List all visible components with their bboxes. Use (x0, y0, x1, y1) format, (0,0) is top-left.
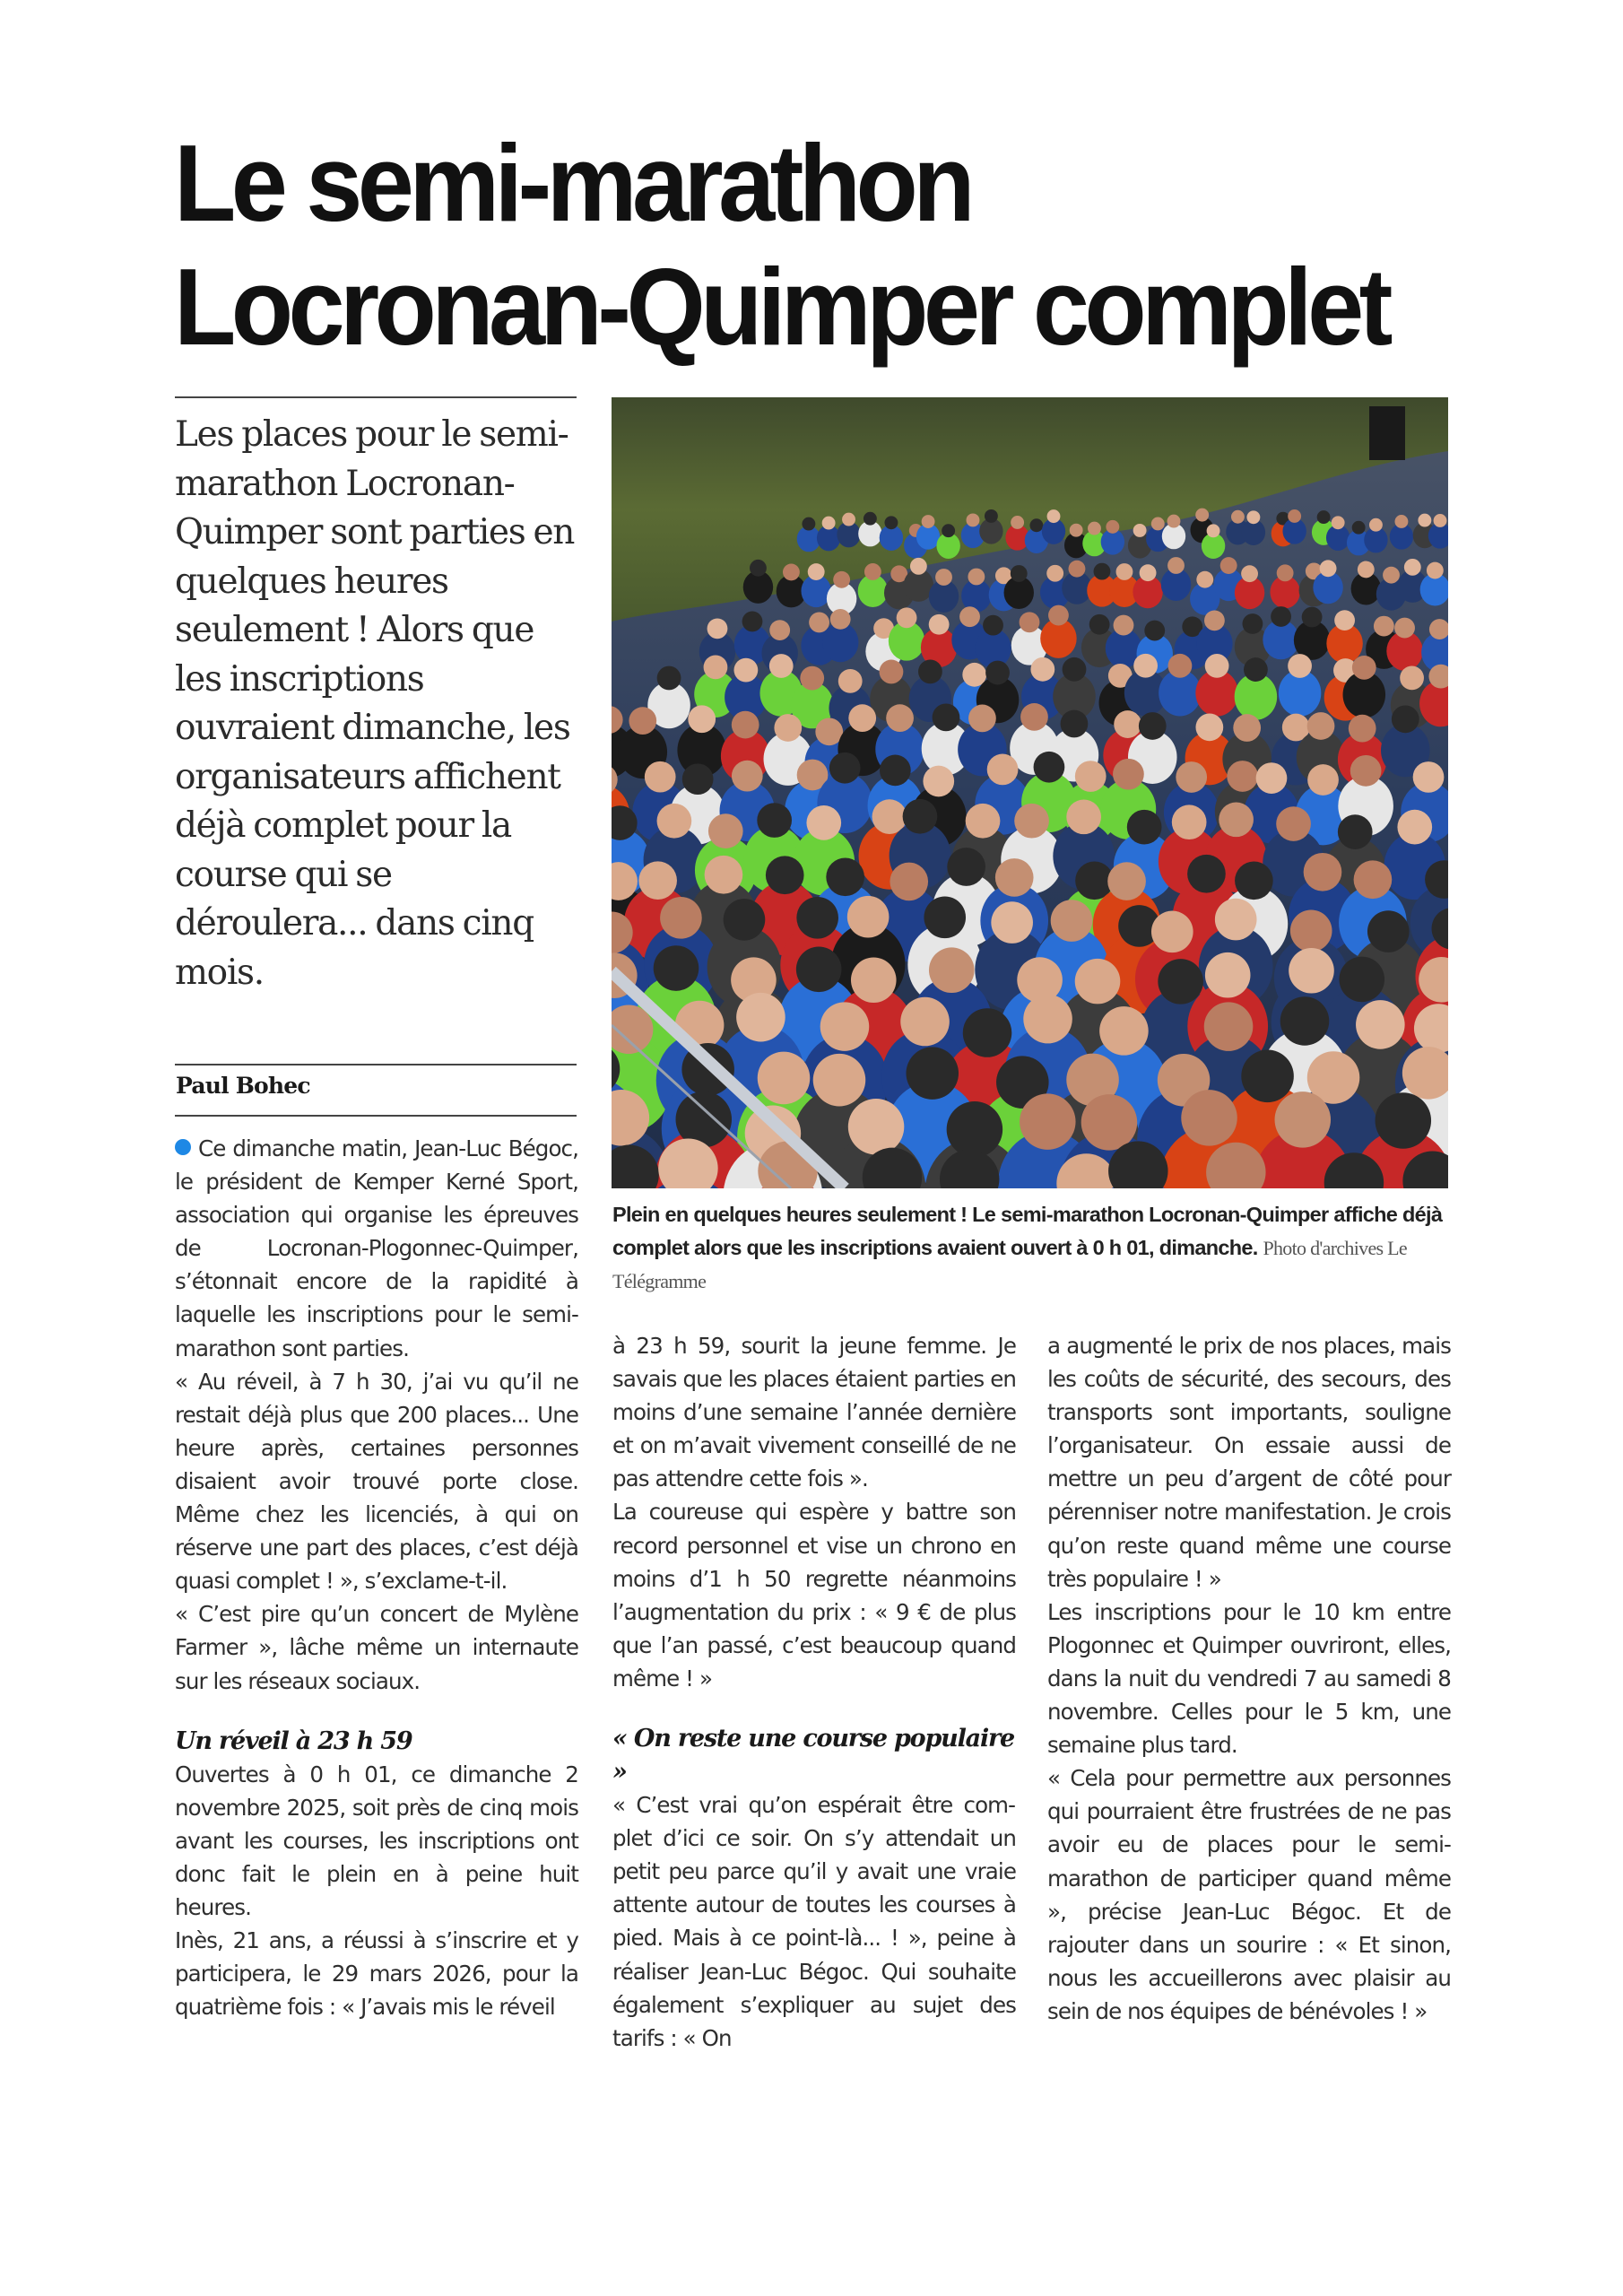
runner-head (924, 897, 966, 939)
runner-head (742, 612, 763, 632)
runner-head (1144, 621, 1165, 641)
runner-head (1332, 516, 1345, 529)
runner-head (774, 714, 802, 742)
runner-head (1196, 571, 1213, 588)
runner-head (829, 752, 861, 784)
runner-head (1075, 761, 1107, 792)
runner-head (1350, 755, 1382, 787)
runner-head (1151, 517, 1165, 531)
runner-head (796, 897, 838, 939)
runner-head (1241, 1050, 1294, 1103)
runner-head (660, 897, 702, 939)
runner-head (822, 517, 836, 530)
runner-head (1181, 1090, 1237, 1145)
runner-head (1127, 810, 1162, 845)
runner-head (1289, 948, 1334, 994)
runner-head (1081, 1094, 1137, 1150)
runner-head (1374, 616, 1394, 637)
photo-credit: Photo d'archives Le Télégramme (612, 1237, 1407, 1292)
runner-head (645, 761, 676, 793)
runner-head (813, 1054, 866, 1107)
runner-head (1394, 618, 1415, 639)
runner-head (1011, 565, 1028, 582)
runner-head (1320, 560, 1337, 577)
runner-head (967, 514, 980, 527)
runner-head (1392, 705, 1419, 733)
runner-head (1275, 1091, 1331, 1147)
runner-head (947, 848, 985, 886)
body-paragraph: Ce dimanche matin, Jean-Luc Bégoc, le président de Kemper Kerné Sport, association qui organise les épreuves de Locronan-Plogonnec-Quimper, s’étonnait encore de la rapidité à laquelle les inscriptions pour le semi-marathon sont parties. (175, 1135, 578, 1361)
runner-head (1151, 911, 1193, 953)
runner-head (638, 861, 677, 900)
body-paragraph: « Au réveil, à 7 h 30, j’ai vu qu’il ne restait déjà plus que 200 places... Une heure après, certaines personnes disaient avoir trouvé porte close. Même chez les licenciés, à qui on réserve une part des places, c’est déjà quasi complet ! », s’exclame-t-il. (175, 1368, 578, 1595)
runner-head (750, 560, 767, 577)
runner-head (1434, 514, 1447, 527)
runner-head (657, 804, 692, 839)
runner-head (991, 901, 1033, 944)
runner-head (900, 997, 950, 1047)
runner-head (1231, 510, 1245, 524)
runner-head (688, 705, 716, 733)
runner-head (833, 571, 850, 588)
runner-head (1116, 563, 1133, 580)
runner-head (657, 666, 681, 691)
runner-head (1369, 518, 1383, 532)
runner-head (1352, 656, 1376, 680)
runner-head (922, 515, 935, 528)
runner-head (732, 711, 759, 739)
runner-head (959, 606, 980, 627)
runner-head (1244, 657, 1268, 682)
runner-head (820, 1002, 870, 1051)
runner-head (1397, 810, 1432, 845)
runner-head (732, 761, 763, 792)
runner-head (842, 513, 855, 526)
runner-head (724, 899, 766, 941)
runner-head (707, 618, 728, 639)
runner-head (1246, 510, 1260, 524)
runner-head (796, 947, 842, 993)
runner-head (809, 613, 829, 633)
runner-head (1172, 804, 1207, 839)
runner-head (1020, 703, 1048, 731)
runner-head (1047, 509, 1061, 523)
runner-head (1356, 1000, 1405, 1049)
runner-head (1349, 715, 1376, 743)
runner-head (1020, 612, 1040, 632)
runner-head (808, 563, 825, 580)
runner-head (1114, 710, 1141, 738)
runner-head (838, 669, 863, 693)
runner-head (947, 1101, 1002, 1157)
runner-head (1383, 567, 1400, 584)
runner-head (935, 569, 952, 586)
body-paragraph: « C’est vrai qu’on espérait être complet d’ici ce soir. On s’y attendait un petit peu parce qu’il y avait une vraie attente autour de toutes les courses à pied. Mais à ce point-là... ! », peine à réaliser Jean-Luc Bégoc. Qui souhaite également s’expliquer au sujet des tarifs : « On (612, 1792, 1016, 2051)
runner-head (880, 755, 911, 787)
runner-head (1014, 804, 1049, 839)
subheading: Un réveil à 23 h 59 (175, 1726, 412, 1755)
runner-head (1063, 657, 1087, 682)
runner-head (880, 660, 904, 684)
body-paragraph: « C’est pire qu’un concert de Mylène Farmer », lâche même un internaute sur les réseaux sociaux. (175, 1601, 578, 1694)
byline-bottom-rule (175, 1115, 577, 1117)
runner-head (903, 799, 938, 834)
runner-head (1034, 752, 1065, 783)
photo-caption-text: Plein en quelques heures seulement ! Le semi-marathon Locronan-Quimper affiche déjà complet alors que les inscriptions avaient ouvert à 0 h 01, dimanche. (612, 1203, 1443, 1259)
runner-head (1061, 710, 1089, 738)
runner-head (783, 563, 800, 580)
runner-head (1317, 510, 1331, 524)
runner-head (1030, 657, 1055, 682)
runner-head (886, 704, 914, 732)
runner-head (1114, 615, 1134, 636)
runner-head (1352, 521, 1366, 535)
runner-head (1051, 900, 1093, 942)
runner-head (1215, 899, 1257, 941)
runner-head (987, 754, 1019, 786)
runner-head (897, 607, 917, 628)
runner-head (1367, 910, 1410, 952)
runner-head (1302, 607, 1323, 628)
runner-head (1227, 761, 1258, 792)
runner-head (995, 858, 1034, 897)
runner-head (1195, 509, 1209, 522)
runner-head (1358, 561, 1375, 578)
headline-line-2: Locronan-Quimper complet (174, 246, 1388, 368)
runner-head (890, 863, 928, 901)
runner-head (910, 558, 927, 575)
runner-head (1219, 802, 1254, 837)
runner-head (864, 512, 877, 526)
runner-head (1133, 524, 1147, 537)
runner-head (1271, 606, 1291, 627)
runner-head (1167, 515, 1181, 528)
runner-head (1088, 522, 1101, 535)
runner-head (929, 947, 975, 993)
runner-head (1017, 957, 1063, 1003)
runner-head (1140, 564, 1157, 581)
body-paragraph: La coureuse qui espère y battre son record personnel et vise un chrono en moins d’1 h 50 regrette néanmoins l’augmentation du prix : « 9 € de plus que l’an passé, c’est beaucoup quand même ! » (612, 1499, 1016, 1692)
runner-head (1280, 996, 1330, 1046)
runner-head (1075, 959, 1121, 1004)
runner-head (1290, 910, 1332, 952)
runner-head (758, 1052, 811, 1105)
runner-head (1235, 862, 1273, 900)
runner-head (963, 1008, 1012, 1057)
photo-illustration (612, 397, 1448, 1188)
article-photo-runners-crowd (612, 397, 1448, 1188)
runner-head (1256, 762, 1288, 794)
runner-head (1133, 654, 1158, 678)
photo-caption (612, 1198, 1451, 1298)
runner-head (1400, 665, 1424, 690)
runner-head (1204, 610, 1225, 631)
runner-head (1204, 1002, 1254, 1051)
runner-head (1168, 654, 1193, 678)
bullet-dot-icon (175, 1139, 191, 1155)
runner-head (985, 509, 998, 523)
runner-head (1307, 712, 1335, 740)
runner-head (1020, 1093, 1075, 1149)
runner-head (1099, 1006, 1149, 1056)
runner-head (1427, 562, 1444, 579)
body-column-2 (612, 1329, 1016, 2055)
lede-paragraph: Les places pour le semi-marathon Locronan-Quimper sont parties en quelques heures seulement ! Alors que les inscriptions ouvraient dimanche, les organisateurs affichent déjà complet pour la course qui se déroulera... dans cinq mois. (175, 414, 575, 993)
runner-head (1413, 761, 1445, 793)
subheading: « On reste une course populaire » (612, 1725, 1015, 1787)
runner-head (757, 803, 792, 838)
runner-head (815, 718, 843, 745)
runner-head (847, 896, 890, 938)
runner-head (1304, 853, 1342, 891)
runner-head (968, 569, 985, 586)
runner-head (1167, 557, 1185, 574)
runner-head (1288, 654, 1312, 678)
headline (174, 121, 1388, 369)
runner-head (1205, 654, 1229, 678)
runner-head (923, 766, 954, 797)
runner-head (1241, 565, 1258, 582)
body-column-1 (175, 1132, 578, 2023)
runner-head (682, 763, 714, 795)
runner-head (1107, 862, 1146, 900)
runner-head (1233, 714, 1261, 742)
runner-head (800, 666, 824, 691)
runner-head (1176, 761, 1207, 793)
runner-head (1113, 759, 1144, 790)
runner-head (654, 945, 699, 991)
runner-head (968, 705, 996, 733)
runner-head (1069, 561, 1086, 578)
runner-head (1023, 995, 1072, 1044)
runner-head (830, 609, 851, 630)
runner-head (884, 516, 898, 529)
runner-head (1339, 957, 1384, 1003)
runner-head (1404, 559, 1421, 576)
runner-head (1277, 564, 1294, 581)
runner-head (1334, 610, 1355, 631)
runner-head (1158, 959, 1203, 1004)
runner-head (1139, 712, 1167, 740)
runner-head (1205, 952, 1251, 998)
runner-head (802, 517, 815, 531)
runner-head (1376, 1092, 1431, 1148)
runner-head (933, 704, 960, 732)
headline-line-1: Le semi-marathon (174, 122, 970, 244)
runner-head (942, 524, 955, 537)
runner-head (929, 614, 950, 635)
byline-author: Paul Bohec (176, 1073, 310, 1099)
runner-head (1220, 557, 1237, 574)
runner-head (1089, 614, 1110, 635)
runner-head (864, 563, 881, 580)
runner-head (1011, 516, 1024, 529)
runner-head (1029, 518, 1043, 532)
runner-head (1106, 520, 1119, 534)
body-paragraph: a augmenté le prix de nos places, mais les coûts de sécurité, des secours, des transports sont importants, souligne l’organisateur. On essaie aussi de mettre un peu d’argent de côté pour pérenniser notre manifestation. Je crois qu’on reste quand même une course très populaire ! » (1047, 1333, 1451, 1592)
runner-head (705, 856, 743, 894)
body-paragraph: Ouvertes à 0 h 01, ce dimanche 2 novembre 2025, soit près de cinq mois avant les courses, les inscriptions ont donc fait le plein en à peine huit heures. (175, 1761, 578, 1920)
runner-head (766, 856, 804, 894)
runner-head (848, 704, 876, 732)
runner-head (906, 1047, 959, 1100)
body-paragraph: Les inscriptions pour le 10 km entre Plogonnec et Quimper ouvriront, elles, dans la nuit du vendredi 7 au samedi 8 novembre. Celles pour le 5 km, une semaine plus tard. (1047, 1598, 1451, 1759)
runner-head (1070, 524, 1083, 537)
runner-head (1046, 565, 1063, 582)
runner-head (1354, 860, 1393, 899)
runner-head (733, 658, 758, 683)
runner-head (1094, 563, 1111, 580)
runner-head (1307, 764, 1339, 796)
body-column-3 (1047, 1329, 1451, 2028)
runner-head (1066, 799, 1101, 834)
body-paragraph: à 23 h 59, sourit la jeune femme. Je savais que les places étaient parties en moins d’une semaine l’année dernière et on m’avait vivement conseillé de ne pas attendre cette fois ». (612, 1333, 1016, 1492)
body-paragraph: Inès, 21 ans, a réussi à s’inscrire et y participera, le 29 mars 2026, pour la quatrième fois : « J’avais mis le réveil (175, 1927, 578, 2021)
body-paragraph: « Cela pour permettre aux personnes qui pourraient être frustrées de ne pas avoir eu de places pour le semi-marathon de participer quand même », précise Jean-Luc Bégoc. Et de rajouter dans un sourire : « Et sinon, nous les accueillerons avec plaisir au sein de nos équipes de bénévoles ! » (1047, 1765, 1451, 2024)
runner-head (966, 804, 1001, 839)
runner-head (704, 655, 728, 679)
runner-head (1207, 524, 1220, 537)
runner-head (708, 813, 743, 848)
runner-head (629, 707, 656, 735)
runner-head (736, 993, 785, 1042)
runner-head (1243, 613, 1263, 634)
byline-top-rule (175, 1064, 577, 1065)
runner-head (918, 660, 942, 684)
runner-head (983, 615, 1003, 636)
runner-head (1048, 605, 1069, 626)
runner-head (806, 805, 841, 840)
runner-head (1338, 814, 1373, 849)
runner-head (1288, 509, 1301, 523)
runner-head (848, 1099, 904, 1154)
runner-head (851, 957, 897, 1003)
runner-head (769, 654, 794, 678)
runner-head (985, 661, 1010, 685)
runner-head (1187, 855, 1226, 893)
runner-head (1418, 514, 1431, 527)
runner-head (1394, 515, 1408, 528)
runner-head (826, 857, 864, 896)
runner-head (769, 620, 790, 640)
runner-head (1195, 713, 1223, 741)
lede-top-rule (175, 396, 577, 398)
runner-head (1276, 806, 1311, 841)
